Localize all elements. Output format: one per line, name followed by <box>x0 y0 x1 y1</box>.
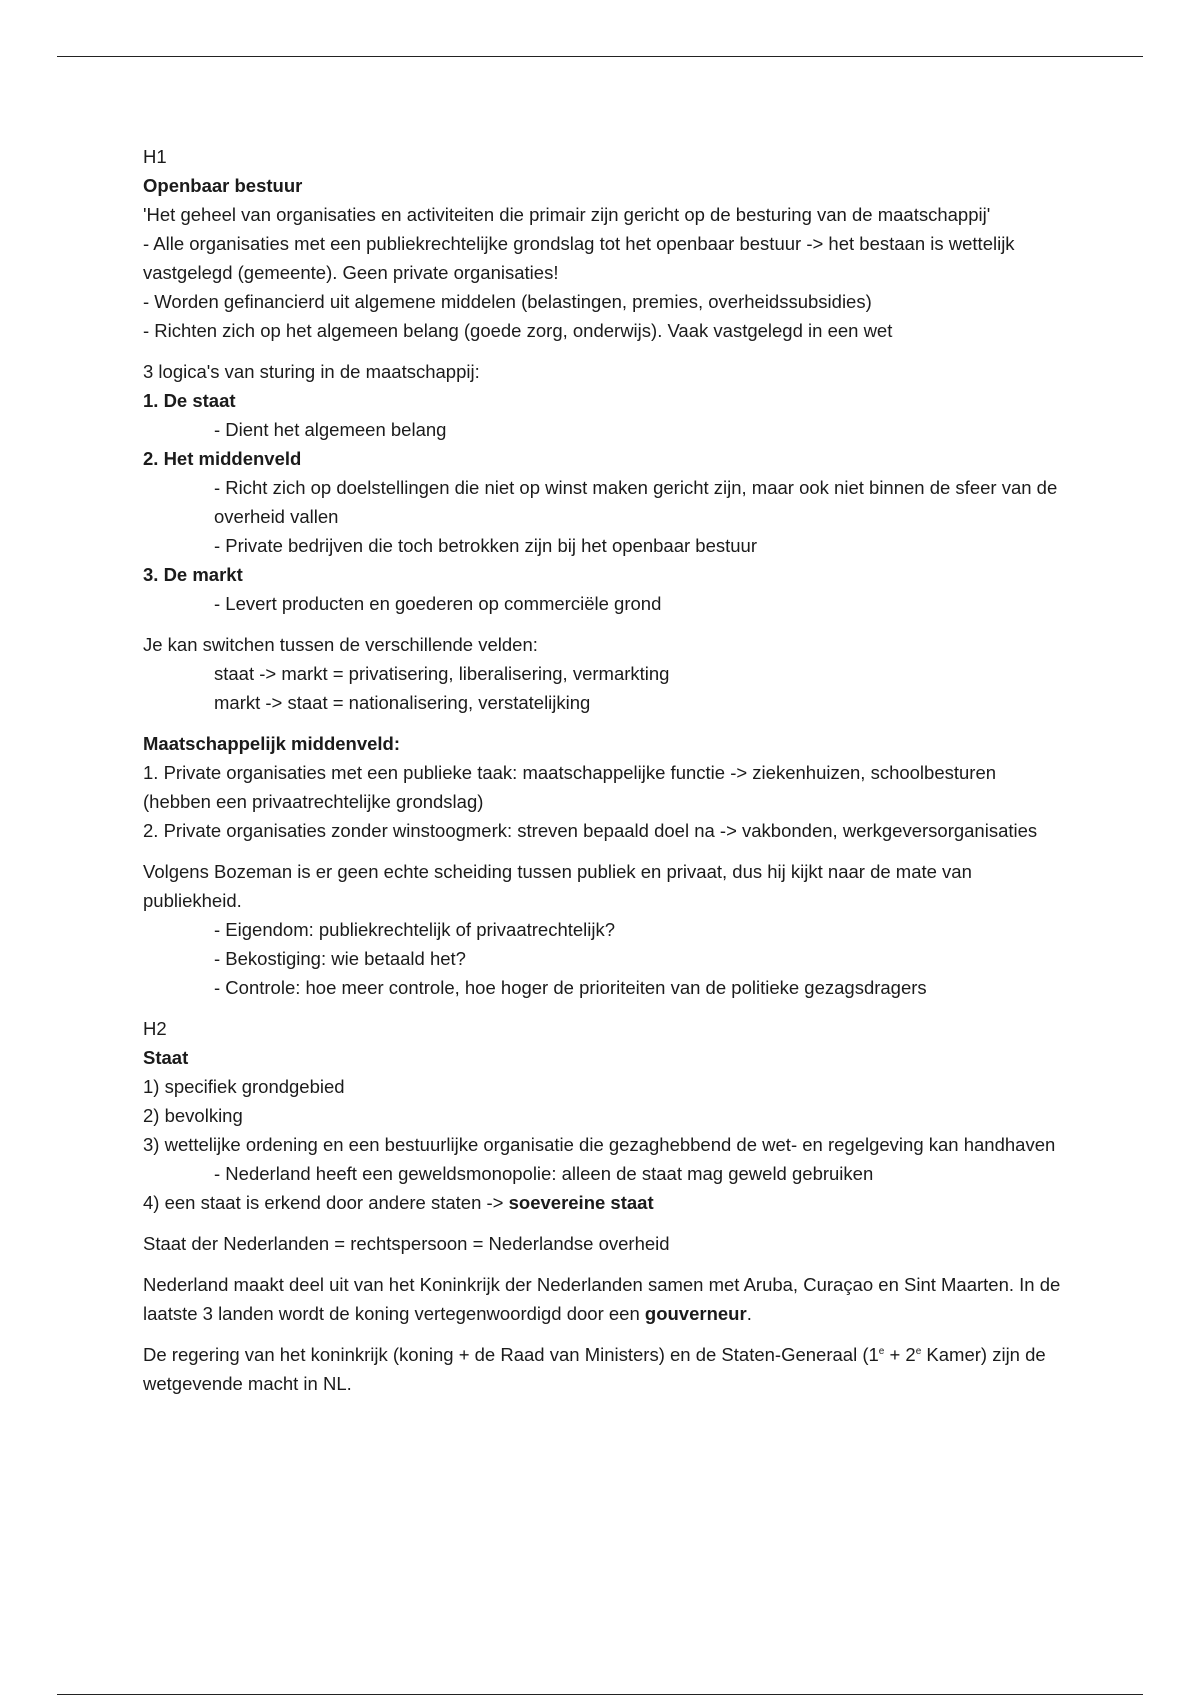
logic-heading-middenveld: 2. Het middenveld <box>143 448 302 469</box>
staat-criterion: 3) wettelijke ordening en een bestuurlijke organisatie die gezaghebbend de wet- en regelgeving kan handhaven <box>143 1134 1056 1155</box>
staat-criterion-sub: - Nederland heeft een geweldsmonopolie: alleen de staat mag geweld gebruiken <box>214 1163 874 1184</box>
logic-item: - Richt zich op doelstellingen die niet op winst maken gericht zijn, maar ook niet binnen de sfeer van de overheid vallen <box>214 477 1058 527</box>
koninkrijk-text: Nederland maakt deel uit van het Koninkrijk der Nederlanden samen met Aruba, Curaçao en Sint Maarten. In de laatste 3 landen wordt de koning vertegenwoordigd door een <box>143 1274 1061 1324</box>
logic-heading-staat: 1. De staat <box>143 390 236 411</box>
koninkrijk-paragraph <box>143 1270 1063 1328</box>
logic-item: - Dient het algemeen belang <box>214 419 447 440</box>
document-body <box>143 142 1063 1398</box>
switch-intro: Je kan switchen tussen de verschillende velden: <box>143 634 538 655</box>
heading-staat: Staat <box>143 1047 189 1068</box>
bullet-text: - Alle organisaties met een publiekrechtelijke grondslag tot het openbaar bestuur -> het bestaan is wettelijk vastgelegd (gemeente). Geen private organisaties! <box>143 233 1015 283</box>
regering-text: De regering van het koninkrijk (koning + de Raad van Ministers) en de Staten-Generaal (1 <box>143 1344 879 1365</box>
header-rule <box>57 56 1143 57</box>
bozeman-item: - Bekostiging: wie betaald het? <box>214 948 466 969</box>
regering-text: + 2 <box>884 1344 916 1365</box>
gouverneur-emphasis: gouverneur <box>644 1303 747 1324</box>
staat-criterion: 1) specifiek grondgebied <box>143 1076 345 1097</box>
section-label-h1: H1 <box>143 146 167 167</box>
logic-heading-markt: 3. De markt <box>143 564 243 585</box>
logic-item: - Private bedrijven die toch betrokken zijn bij het openbaar bestuur <box>214 535 757 556</box>
regering-paragraph <box>143 1340 1063 1398</box>
heading-middenveld: Maatschappelijk middenveld: <box>143 733 401 754</box>
bullet-text: - Richten zich op het algemeen belang (goede zorg, onderwijs). Vaak vastgelegd in een wet <box>143 320 893 341</box>
staat-criterion <box>143 1188 1063 1217</box>
definition-quote: 'Het geheel van organisaties en activiteiten die primair zijn gericht op de besturing van de maatschappij' <box>143 204 991 225</box>
bozeman-item: - Controle: hoe meer controle, hoe hoger de prioriteiten van de politieke gezagsdragers <box>214 977 927 998</box>
bozeman-item: - Eigendom: publiekrechtelijk of privaatrechtelijk? <box>214 919 616 940</box>
regering-text: Kamer) zijn de wetgevende macht in NL. <box>143 1344 1046 1394</box>
staat-criterion: 2) bevolking <box>143 1105 243 1126</box>
superscript: e <box>915 1345 922 1357</box>
bozeman-paragraph: Volgens Bozeman is er geen echte scheiding tussen publiek en privaat, dus hij kijkt naar de mate van publiekheid. <box>143 861 972 911</box>
logics-intro: 3 logica's van sturing in de maatschappij: <box>143 361 480 382</box>
bullet-text: - Worden gefinancierd uit algemene middelen (belastingen, premies, overheidssubsidies) <box>143 291 872 312</box>
staat-der-nederlanden: Staat der Nederlanden = rechtspersoon = Nederlandse overheid <box>143 1233 670 1254</box>
footer-rule <box>57 1694 1143 1695</box>
superscript: e <box>878 1345 885 1357</box>
section-label-h2: H2 <box>143 1018 167 1039</box>
switch-item: markt -> staat = nationalisering, verstatelijking <box>214 692 591 713</box>
koninkrijk-end: . <box>746 1303 752 1324</box>
heading-openbaar-bestuur: Openbaar bestuur <box>143 175 303 196</box>
criterion-text: 4) een staat is erkend door andere staten -> <box>143 1192 509 1213</box>
criterion-emphasis: soevereine staat <box>508 1192 654 1213</box>
middenveld-item: 1. Private organisaties met een publieke taak: maatschappelijke functie -> ziekenhuizen, schoolbesturen (hebben een privaatrechtelijke grondslag) <box>143 762 997 812</box>
middenveld-item: 2. Private organisaties zonder winstoogmerk: streven bepaald doel na -> vakbonden, werkgeversorganisaties <box>143 820 1038 841</box>
logic-item: - Levert producten en goederen op commerciële grond <box>214 593 662 614</box>
switch-item: staat -> markt = privatisering, liberalisering, vermarkting <box>214 663 670 684</box>
